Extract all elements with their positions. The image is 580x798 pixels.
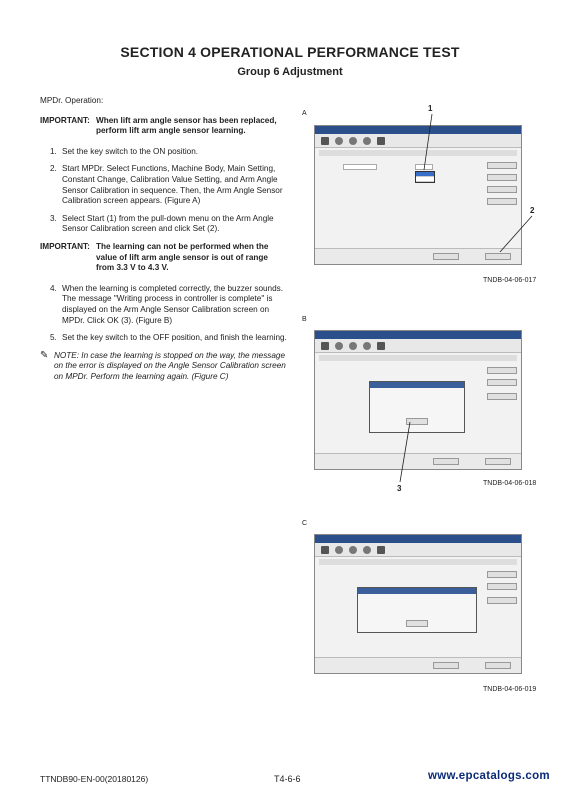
select-all-button (487, 393, 517, 400)
monitoring-icon (349, 342, 357, 350)
dialog-titlebar (358, 588, 476, 594)
functions-icon (363, 137, 371, 145)
window-toolbar (315, 543, 521, 557)
figure-c-screenshot (314, 534, 522, 674)
pencil-icon: ✎ (40, 349, 49, 361)
status-bar (315, 248, 521, 264)
window-titlebar (315, 535, 521, 543)
present-value-field (343, 164, 377, 170)
present-value-button (433, 253, 459, 260)
steps-list-b (40, 284, 288, 344)
set-button (485, 458, 511, 465)
callout-3: 3 (397, 484, 402, 493)
figure-a-letter: A (302, 110, 307, 117)
display-pid-button (487, 571, 517, 578)
group-title: Group 6 Adjustment (237, 66, 343, 78)
present-value-button (433, 458, 459, 465)
step-item: 3. Select Start (1) from the pull-down menu on the Arm Angle Sensor Calibration screen and click Set (2). (50, 213, 274, 234)
status-bar (315, 657, 521, 673)
breadcrumb (319, 355, 517, 361)
set-button (485, 662, 511, 669)
breadcrumb (319, 559, 517, 565)
dropdown-option (416, 177, 434, 182)
batch-select-button (487, 174, 517, 181)
home-icon (321, 546, 329, 554)
step-item: 2. Start MPDr. Select Functions, Machine Body, Main Setting, Constant Change, Calibration Value Setting, and Arm Angle Sensor Calibration in sequence. Then, the Arm Angle Sensor Calibration screen appears. (Figure A) (50, 164, 283, 206)
figure-a-screenshot (314, 125, 522, 265)
batch-select-button (487, 379, 517, 386)
cancel-all-button (487, 198, 517, 205)
window-toolbar (315, 339, 521, 353)
machine-icon (377, 137, 385, 145)
error-dialog (357, 587, 477, 633)
select-all-button (487, 597, 517, 604)
note-block (40, 351, 288, 383)
step-item: 1. Set the key switch to the ON position. (50, 146, 199, 156)
information-dialog (369, 381, 465, 433)
section-title: SECTION 4 OPERATIONAL PERFORMANCE TEST (120, 44, 460, 60)
mpdr-operation-heading: MPDr. Operation: (40, 96, 104, 105)
important-label: IMPORTANT: (40, 115, 90, 125)
display-pid-button (487, 367, 517, 374)
ok-button (406, 620, 428, 627)
present-value-button (433, 662, 459, 669)
step-item: 4. When the learning is completed correctly, the buzzer sounds. The message "Writing process in controller is complete" is displayed on the Arm Angle Sensor Calibration screen on MPDr. Click OK (3). (Figure B) (50, 283, 284, 325)
start-dropdown (415, 171, 435, 183)
home-icon (321, 342, 329, 350)
diagnosis-icon (335, 546, 343, 554)
window-titlebar (315, 331, 521, 339)
display-pid-button (487, 162, 517, 169)
batch-select-button (487, 583, 517, 590)
machine-icon (377, 546, 385, 554)
footer-page-number: T4-6-6 (274, 774, 301, 784)
dialog-titlebar (370, 382, 464, 388)
window-titlebar (315, 126, 521, 134)
figure-a-code: TNDB-04-06-017 (483, 277, 537, 284)
set-button (485, 253, 511, 260)
callout-2: 2 (530, 206, 535, 215)
diagnosis-icon (335, 137, 343, 145)
instructions-column (40, 96, 288, 382)
callout-1: 1 (428, 104, 433, 113)
important-label: IMPORTANT: (40, 241, 90, 251)
figure-c-code: TNDB-04-06-019 (483, 686, 537, 693)
important-text: When lift arm angle sensor has been replaced, perform lift arm angle sensor learning. (96, 115, 277, 136)
monitoring-icon (349, 137, 357, 145)
note-text: NOTE: In case the learning is stopped on the way, the message on the error is displayed on the Angle Sensor Calibration screen on MPDr. Perform the learning again. (Figure C) (54, 350, 286, 381)
functions-icon (363, 546, 371, 554)
diagnosis-icon (335, 342, 343, 350)
ok-button (406, 418, 428, 425)
window-toolbar (315, 134, 521, 148)
machine-icon (377, 342, 385, 350)
footer-doc-id: TTNDB90-EN-00(20180126) (40, 774, 149, 784)
steps-list-a (40, 147, 288, 235)
figure-b-code: TNDB-04-06-018 (483, 480, 537, 487)
figure-c-letter: C (302, 520, 308, 527)
select-all-button (487, 186, 517, 193)
important-text: The learning can not be performed when the value of lift arm angle sensor is out of range from 3.3 V to 4.3 V. (96, 241, 269, 273)
important-note-2 (40, 242, 288, 274)
breadcrumb (319, 150, 517, 156)
functions-icon (363, 342, 371, 350)
important-note-1 (40, 116, 288, 137)
change-value-select (415, 164, 433, 170)
figure-b-screenshot (314, 330, 522, 470)
footer-watermark: www.epcatalogs.com (428, 770, 550, 782)
home-icon (321, 137, 329, 145)
monitoring-icon (349, 546, 357, 554)
figure-b-letter: B (302, 316, 307, 323)
status-bar (315, 453, 521, 469)
step-item: 5. Set the key switch to the OFF position, and finish the learning. (50, 333, 287, 343)
